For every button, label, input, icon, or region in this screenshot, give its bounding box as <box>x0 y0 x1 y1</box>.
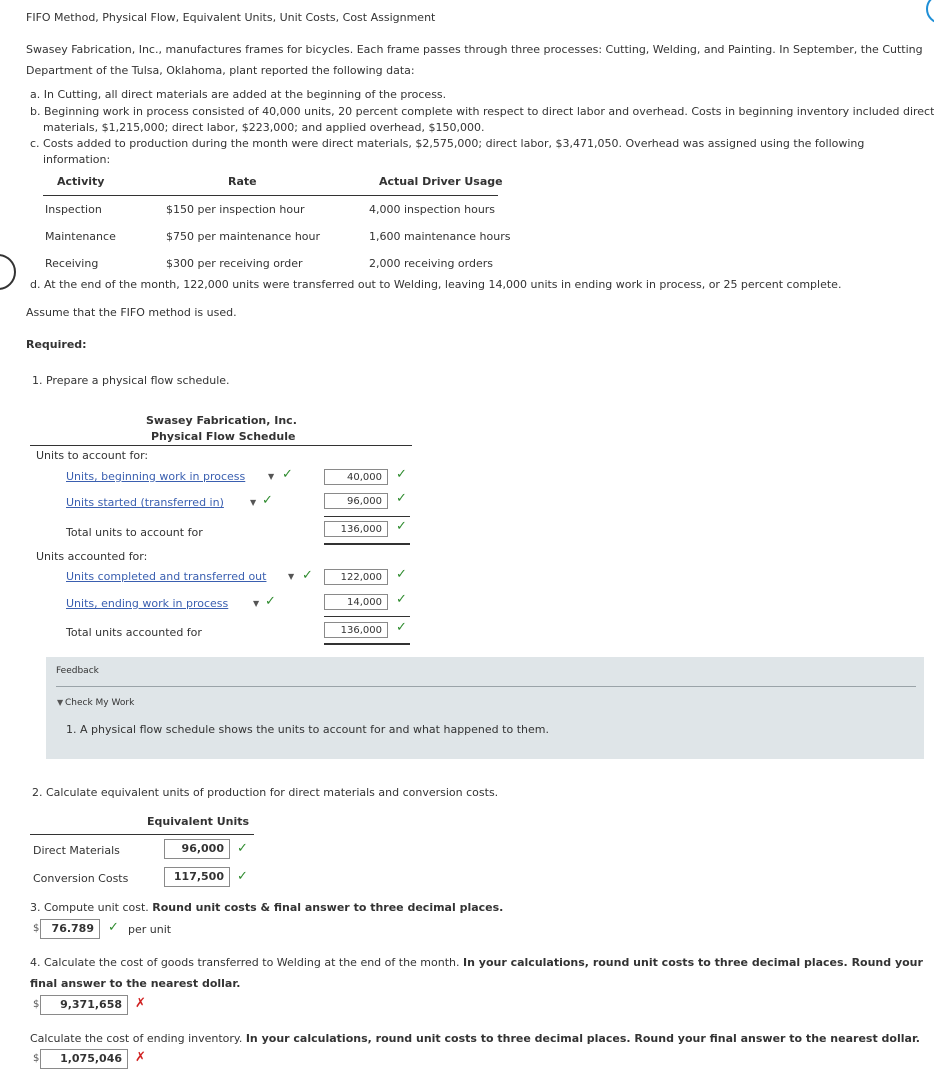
activity-header: Activity <box>57 175 105 188</box>
ending-prompt-instruction: In your calculations, round unit costs to three decimal places. Round your final answer to the nearest dollar. <box>245 1032 920 1045</box>
collapse-caret-icon[interactable]: ▼ <box>57 698 64 707</box>
total1-label: Total units to account for <box>66 526 203 539</box>
chevron-down-icon[interactable]: ▼ <box>268 472 275 481</box>
table-cell: $150 per inspection hour <box>166 203 305 216</box>
table-cell: Receiving <box>45 257 99 270</box>
schedule-title: Physical Flow Schedule <box>151 430 296 443</box>
units-to-account-label: Units to account for: <box>36 449 149 462</box>
q4-prompt-line-2: final answer to the nearest dollar. <box>30 977 241 990</box>
row4-value-input[interactable]: 14,000 <box>324 594 388 610</box>
ending-prompt-text: Calculate the cost of ending inventory. <box>30 1032 246 1045</box>
feedback-divider <box>56 686 916 687</box>
checkmark-icon: ✓ <box>237 841 248 856</box>
checkmark-icon: ✓ <box>396 592 407 607</box>
table-header-rule <box>43 195 498 196</box>
table-cell: $300 per receiving order <box>166 257 303 270</box>
q4-prompt-instruction: In your calculations, round unit costs to three decimal places. Round your <box>463 956 923 969</box>
currency-symbol: $ <box>33 999 40 1010</box>
q4-prompt-line-1 <box>30 956 923 969</box>
checkmark-icon: ✓ <box>262 493 273 508</box>
row3-value-input[interactable]: 122,000 <box>324 569 388 585</box>
item-d: d. At the end of the month, 122,000 units were transferred out to Welding, leaving 14,000 units in ending work in process, or 25 percent complete. <box>30 278 842 291</box>
checkmark-icon: ✓ <box>396 567 407 582</box>
checkmark-icon: ✓ <box>282 467 293 482</box>
chevron-down-icon[interactable]: ▼ <box>288 572 295 581</box>
rate-header: Rate <box>228 175 257 188</box>
item-c-line-2: information: <box>43 153 111 166</box>
unit-cost-input[interactable]: 76.789 <box>40 919 100 939</box>
row4-select[interactable]: Units, ending work in process <box>66 597 229 610</box>
checkmark-icon: ✓ <box>265 594 276 609</box>
checkmark-icon: ✓ <box>396 491 407 506</box>
q3-prompt <box>30 901 503 914</box>
item-b-line-1: b. Beginning work in process consisted of 40,000 units, 20 percent complete with respect to direct labor and overhead. Costs in beginning inventory included direct <box>30 105 934 118</box>
units-accounted-label: Units accounted for: <box>36 550 148 563</box>
q3-prompt-instruction: Round unit costs & final answer to three decimal places. <box>152 901 504 914</box>
checkmark-icon: ✓ <box>396 519 407 534</box>
chevron-down-icon[interactable]: ▼ <box>253 599 260 608</box>
required-heading: Required: <box>26 338 87 351</box>
check-my-work-toggle[interactable]: Check My Work <box>65 698 135 708</box>
q1-prompt: 1. Prepare a physical flow schedule. <box>32 374 230 387</box>
item-a: a. In Cutting, all direct materials are added at the beginning of the process. <box>30 88 447 101</box>
row2-value-input[interactable]: 96,000 <box>324 493 388 509</box>
item-b-line-2: materials, $1,215,000; direct labor, $223,000; and applied overhead, $150,000. <box>43 121 485 134</box>
incorrect-icon: ✗ <box>135 996 146 1011</box>
item-c-line-1: c. Costs added to production during the month were direct materials, $2,575,000; direct labor, $3,471,050. Overhead was assigned using the following <box>30 137 865 150</box>
company-name: Swasey Fabrication, Inc. <box>146 414 297 427</box>
total-rule <box>324 543 410 545</box>
row1-value-input[interactable]: 40,000 <box>324 469 388 485</box>
driver-usage-header: Actual Driver Usage <box>379 175 503 188</box>
table-cell: Maintenance <box>45 230 116 243</box>
checkmark-icon: ✓ <box>396 620 407 635</box>
dm-value-input[interactable]: 96,000 <box>164 839 230 859</box>
schedule-header-rule <box>30 445 412 446</box>
feedback-panel <box>46 657 924 759</box>
table-cell: 2,000 receiving orders <box>369 257 493 270</box>
row1-select[interactable]: Units, beginning work in process <box>66 470 246 483</box>
intro-line-1: Swasey Fabrication, Inc., manufactures frames for bicycles. Each frame passes through three processes: Cutting, Welding, and Painting. In September, the Cutting <box>26 43 923 56</box>
cc-value-input[interactable]: 117,500 <box>164 867 230 887</box>
checkmark-icon: ✓ <box>237 869 248 884</box>
intro-line-2: Department of the Tulsa, Oklahoma, plant reported the following data: <box>26 64 415 77</box>
subtotal-rule <box>324 516 410 517</box>
total2-label: Total units accounted for <box>66 626 202 639</box>
table-cell: $750 per maintenance hour <box>166 230 321 243</box>
table-cell: Inspection <box>45 203 102 216</box>
q2-prompt: 2. Calculate equivalent units of production for direct materials and conversion costs. <box>32 786 499 799</box>
total-rule <box>324 643 410 645</box>
row2-select[interactable]: Units started (transferred in) <box>66 496 224 509</box>
table-cell: 1,600 maintenance hours <box>369 230 511 243</box>
help-circle-icon[interactable] <box>926 0 934 24</box>
subtotal-rule <box>324 616 410 617</box>
q4-prompt-text: 4. Calculate the cost of goods transferred to Welding at the end of the month. <box>30 956 464 969</box>
currency-symbol: $ <box>33 923 40 934</box>
q3-prompt-text: 3. Compute unit cost. <box>30 901 153 914</box>
checkmark-icon: ✓ <box>302 568 313 583</box>
checkmark-icon: ✓ <box>396 467 407 482</box>
currency-symbol: $ <box>33 1053 40 1064</box>
previous-arrow-icon[interactable] <box>0 254 16 290</box>
per-unit-label: per unit <box>128 923 172 936</box>
checkmark-icon: ✓ <box>108 920 119 935</box>
cc-label: Conversion Costs <box>33 872 129 885</box>
page-title: FIFO Method, Physical Flow, Equivalent Units, Unit Costs, Cost Assignment <box>26 11 436 24</box>
feedback-label: Feedback <box>56 666 99 676</box>
ending-inventory-input[interactable]: 1,075,046 <box>40 1049 128 1069</box>
ending-inventory-prompt <box>30 1032 920 1045</box>
dm-label: Direct Materials <box>33 844 120 857</box>
total2-value-input[interactable]: 136,000 <box>324 622 388 638</box>
equivalent-units-header: Equivalent Units <box>147 815 250 828</box>
total1-value-input[interactable]: 136,000 <box>324 521 388 537</box>
transferred-cost-input[interactable]: 9,371,658 <box>40 995 128 1015</box>
eu-header-rule <box>30 834 254 835</box>
feedback-text: 1. A physical flow schedule shows the units to account for and what happened to them. <box>66 723 549 736</box>
row3-select[interactable]: Units completed and transferred out <box>66 570 267 583</box>
assumption-text: Assume that the FIFO method is used. <box>26 306 237 319</box>
incorrect-icon: ✗ <box>135 1050 146 1065</box>
table-cell: 4,000 inspection hours <box>369 203 496 216</box>
chevron-down-icon[interactable]: ▼ <box>250 498 257 507</box>
